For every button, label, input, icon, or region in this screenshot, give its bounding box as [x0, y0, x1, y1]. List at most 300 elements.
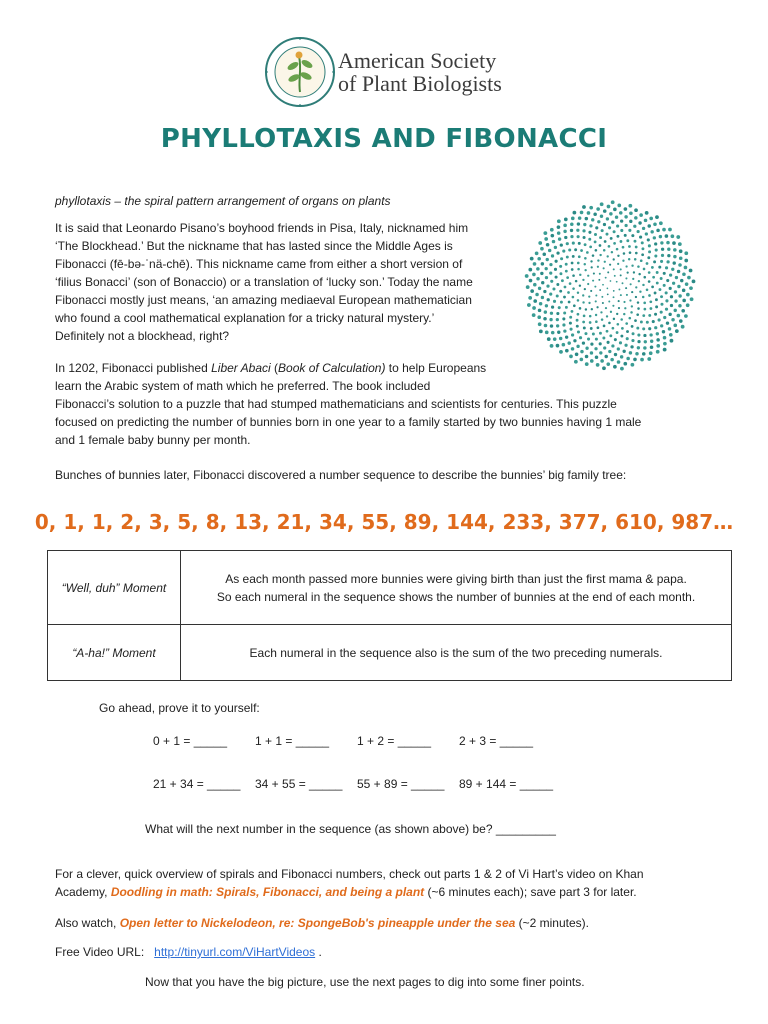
spiral-dot — [559, 337, 562, 340]
spiral-dot — [566, 242, 569, 245]
spiral-dot — [559, 290, 562, 293]
spiral-dot — [623, 301, 625, 303]
spiral-dot — [616, 235, 619, 238]
spiral-dot — [653, 260, 656, 263]
spiral-dot — [577, 291, 579, 293]
spiral-dot — [613, 268, 615, 270]
spiral-dot — [559, 272, 562, 275]
spiral-dot — [549, 263, 552, 266]
spiral-dot — [583, 223, 586, 226]
spiral-dot — [670, 295, 673, 298]
spiral-dot — [629, 351, 632, 354]
spiral-dot — [640, 321, 643, 324]
spiral-dot — [584, 269, 586, 271]
spiral-dot — [603, 223, 606, 226]
spiral-dot — [625, 277, 627, 279]
intro-line: Fibonacci (fē-bə-ˈnä-chē). This nickname came from either a short version of — [55, 257, 463, 271]
moments-table — [47, 550, 732, 681]
spiral-dot — [681, 325, 685, 329]
equations-row-2 — [0, 775, 768, 793]
spiral-dot — [558, 237, 561, 240]
spiral-dot — [570, 235, 573, 238]
spiral-dot — [661, 254, 664, 257]
spiral-dot — [575, 280, 578, 283]
spiral-dot — [594, 286, 596, 288]
spiral-dot — [677, 285, 680, 288]
spiral-dot — [567, 291, 570, 294]
spiral-dot — [665, 308, 668, 311]
spiral-dot — [642, 327, 645, 330]
spiral-dot — [590, 290, 592, 292]
spiral-dot — [544, 310, 547, 313]
duh-moment-label: “Well, duh” Moment — [48, 551, 181, 625]
video-url-link[interactable]: http://tinyurl.com/ViHartVideos — [154, 945, 316, 959]
spiral-dot — [590, 343, 593, 346]
spiral-dot — [679, 256, 683, 260]
spiral-dot — [547, 337, 551, 341]
spiral-dot — [532, 306, 536, 310]
spiral-dot — [643, 346, 646, 349]
spiral-dot — [556, 312, 559, 315]
spiral-dot — [649, 217, 653, 221]
spiral-dot — [616, 331, 619, 334]
spiral-dot — [554, 246, 557, 249]
also-text: Also watch, — [55, 916, 120, 930]
spiral-dot — [564, 236, 567, 239]
overview-line: For a clever, quick overview of spirals and Fibonacci numbers, check out parts 1 & 2 of Vi Hart’s video on Khan — [55, 867, 644, 881]
spiral-dot — [575, 353, 579, 357]
spiral-dot — [672, 282, 675, 285]
spiral-dot — [616, 313, 618, 315]
spiral-dot — [642, 314, 645, 317]
spiral-dot — [608, 350, 611, 353]
spiral-dot — [660, 303, 663, 306]
spiral-dot — [639, 290, 641, 292]
spiral-dot — [639, 213, 643, 217]
duh-moment-line: As each month passed more bunnies were giving birth than just the first mama & papa. — [225, 571, 687, 586]
spiral-dot — [599, 254, 601, 256]
spiral-dot — [658, 288, 661, 291]
spiral-dot — [578, 255, 581, 258]
spiral-dot — [643, 334, 646, 337]
spiral-dot — [608, 322, 611, 325]
spiral-dot — [673, 324, 677, 328]
spiral-dot — [635, 246, 638, 249]
spiral-dot — [532, 273, 536, 277]
spiral-dot — [547, 298, 550, 301]
spiral-dot — [572, 296, 575, 299]
spiral-dot — [557, 331, 560, 334]
spiral-dot — [668, 313, 671, 316]
spiral-dot — [670, 304, 673, 307]
free-video-end: . — [315, 945, 322, 959]
spiral-dot — [597, 326, 600, 329]
spiral-dot — [556, 344, 560, 348]
spiral-dot — [592, 333, 595, 336]
spiral-dot — [556, 283, 559, 286]
spiral-dot — [624, 215, 627, 218]
spiral-dot — [593, 272, 595, 274]
spiral-dot — [668, 228, 672, 232]
liber-text: to help Europeans — [385, 361, 487, 375]
spiral-dot — [655, 248, 658, 251]
spiral-dot — [551, 306, 554, 309]
spiral-dot — [563, 329, 566, 332]
spiral-dot — [545, 276, 548, 279]
spiral-dot — [663, 348, 667, 352]
liber-text: In 1202, Fibonacci published — [55, 361, 212, 375]
spiral-dot — [602, 284, 604, 286]
spiral-dot — [607, 255, 609, 257]
spiral-dot — [572, 274, 575, 277]
spiral-dot — [536, 277, 540, 281]
spiral-dot — [569, 322, 572, 325]
spiral-dot — [562, 250, 565, 253]
spiral-dot — [563, 230, 566, 233]
spiral-dot — [592, 254, 595, 257]
spiral-dot — [599, 342, 602, 345]
spiral-dot — [556, 252, 559, 255]
spiral-dot — [638, 280, 640, 282]
spiral-dot — [557, 219, 561, 223]
intro-line: ‘filius Bonacci’ (son of Bonaccio) or a translation of ‘lucky son.’ Today the name — [55, 275, 473, 289]
spiral-dot — [601, 229, 604, 232]
spiral-dot — [597, 220, 600, 223]
spiral-dot — [582, 294, 584, 296]
spiral-dot — [643, 276, 646, 279]
spiral-dot — [681, 309, 685, 313]
spiral-dot — [528, 268, 532, 272]
spiral-dot — [602, 337, 605, 340]
spiral-dot — [599, 244, 602, 247]
spiral-dot — [678, 294, 681, 297]
spiral-dot — [593, 213, 597, 217]
spiral-dot — [589, 321, 592, 324]
spiral-dot — [638, 221, 641, 224]
spiral-dot — [658, 266, 661, 269]
org-name-line1: American Society — [338, 48, 497, 73]
spiral-dot — [613, 318, 615, 320]
spiral-dot — [559, 265, 562, 268]
spiral-dot — [565, 306, 568, 309]
spiral-dot — [577, 268, 580, 271]
spiral-dot — [569, 355, 573, 359]
spiral-dot — [632, 278, 634, 280]
spiral-dot — [605, 307, 607, 309]
spiral-dot — [589, 315, 592, 318]
spiral-dot — [583, 236, 586, 239]
spiral-dot — [625, 322, 628, 325]
spiral-dot — [636, 313, 639, 316]
spiral-dot — [533, 299, 537, 303]
spiral-dot — [610, 237, 613, 240]
spiral-dot — [585, 308, 587, 310]
spiral-dot — [563, 296, 566, 299]
spiral-dot — [571, 217, 575, 221]
spiral-dot — [649, 351, 653, 355]
spiral-dot — [578, 216, 582, 220]
spiral-dot — [538, 309, 542, 313]
spiral-dot — [595, 226, 598, 229]
spiral-dot — [652, 276, 655, 279]
spiral-dot — [663, 316, 666, 319]
spiral-dot — [670, 339, 674, 343]
asp-seal-logo — [264, 36, 336, 108]
spiral-dot — [669, 287, 672, 290]
spiral-dot — [637, 230, 640, 233]
spiral-dot — [582, 205, 586, 209]
spiral-dot — [589, 206, 593, 210]
spiral-dot — [586, 251, 589, 254]
equation-blank: 21 + 34 = _____ — [153, 777, 241, 791]
next-number-question: What will the next number in the sequence (as shown above) be? _________ — [145, 822, 556, 836]
spiral-dot — [607, 288, 609, 290]
spiral-dot — [550, 228, 554, 232]
spiral-dot — [624, 207, 628, 211]
spiral-dot — [628, 245, 631, 248]
spiral-dot — [665, 234, 669, 238]
spiral-dot — [602, 302, 604, 304]
spiral-dot — [584, 332, 587, 335]
spiral-dot — [544, 237, 548, 241]
fibonacci-sequence: 0, 1, 1, 2, 3, 5, 8, 13, 21, 34, 55, 89, 144, 233, 377, 610, 987… — [34, 510, 734, 534]
spiral-dot — [599, 273, 601, 275]
spiral-dot — [682, 299, 686, 303]
free-video-url-line — [55, 943, 322, 961]
spiral-dot — [543, 317, 547, 321]
spiral-dot — [668, 327, 672, 331]
spiral-dot — [684, 259, 688, 263]
spiral-dot — [686, 303, 690, 307]
spiral-dot — [582, 279, 584, 281]
liber-line — [55, 359, 715, 377]
spiral-dot — [660, 311, 663, 314]
spiral-dot — [584, 257, 587, 260]
spiral-dot — [527, 303, 531, 307]
spiral-dot — [528, 296, 532, 300]
spiral-dot — [653, 222, 657, 226]
liber-abaci-paragraph — [55, 359, 715, 449]
spiral-dot — [568, 248, 571, 251]
spiral-dot — [678, 304, 682, 308]
spiral-dot — [595, 314, 597, 316]
spiral-dot — [576, 325, 579, 328]
spiral-dot — [690, 297, 694, 301]
spiral-dot — [671, 318, 674, 321]
spiral-dot — [588, 238, 591, 241]
spiral-dot — [584, 243, 587, 246]
spiral-dot — [611, 251, 613, 253]
spiral-dot — [538, 241, 542, 245]
spiral-dot — [639, 236, 642, 239]
liber-line: focused on predicting the number of bunnies born in one year to a family started by two bunnies having 1 male — [55, 415, 642, 429]
duh-moment-text — [181, 551, 732, 625]
spiral-dot — [595, 294, 597, 296]
spiral-dot — [590, 351, 593, 354]
spiral-dot — [598, 279, 600, 281]
spiral-dot — [637, 307, 640, 310]
spiral-dot — [608, 245, 611, 248]
spiral-dot — [685, 282, 689, 286]
spiral-dot — [540, 272, 543, 275]
spiral-dot — [605, 277, 607, 279]
spiral-dot — [663, 272, 666, 275]
spiral-dot — [649, 333, 652, 336]
spiral-dot — [644, 219, 648, 223]
spiral-dot — [552, 240, 555, 243]
spiral-dot — [616, 281, 618, 283]
phyllotaxis-spiral-image — [524, 200, 696, 372]
spiral-dot — [551, 254, 554, 257]
spiral-dot — [590, 260, 592, 262]
spiral-dot — [656, 350, 660, 354]
spiral-dot — [624, 224, 627, 227]
spiral-dot — [579, 336, 582, 339]
spiral-dot — [666, 241, 670, 245]
spiral-dot — [576, 319, 579, 322]
spiral-dot — [630, 311, 633, 314]
intro-line: Definitely not a blockhead, right? — [55, 329, 230, 343]
spiral-dot — [660, 295, 663, 298]
spiral-dot — [554, 268, 557, 271]
spiral-dot — [549, 272, 552, 275]
spiral-dot — [585, 217, 588, 220]
doodling-video-title: Doodling in math: Spirals, Fibonacci, and being a plant — [110, 885, 425, 899]
spiral-dot — [623, 350, 626, 353]
spiral-dot — [648, 271, 651, 274]
spiral-dot — [539, 302, 542, 305]
spiral-dot — [677, 270, 680, 273]
spiral-dot — [608, 300, 610, 302]
spiral-dot — [609, 264, 611, 266]
spiral-dot — [678, 242, 682, 246]
spiral-dot — [656, 271, 659, 274]
spiral-dot — [623, 313, 625, 315]
spiral-dot — [642, 284, 644, 286]
equation-blank: 2 + 3 = _____ — [459, 734, 534, 748]
spiral-dot — [556, 294, 559, 297]
spiral-dot — [629, 299, 631, 301]
spiral-dot — [582, 321, 585, 324]
spiral-dot — [606, 233, 609, 236]
spiral-dot — [582, 229, 585, 232]
spiral-dot — [640, 259, 643, 262]
spiral-dot — [600, 215, 603, 218]
liber-line: learn the Arabic system of math which he preferred. The book included — [55, 379, 431, 393]
spiral-dot — [595, 249, 598, 252]
spiral-dot — [550, 344, 554, 348]
spiral-dot — [626, 239, 629, 242]
spiral-dot — [570, 229, 573, 232]
spiral-dot — [661, 248, 664, 251]
spiral-dot — [637, 301, 639, 303]
spiral-dot — [636, 327, 639, 330]
spiral-dot — [656, 338, 660, 342]
spiral-dot — [577, 235, 580, 238]
spiral-dot — [565, 335, 568, 338]
spiral-dot — [545, 304, 548, 307]
spiral-dot — [637, 340, 640, 343]
spiral-dot — [550, 280, 553, 283]
spiral-dot — [617, 255, 619, 257]
big-picture-paragraph: Now that you have the big picture, use the next pages to dig into some finer points. — [145, 975, 585, 989]
also-text: (~2 minutes). — [515, 916, 589, 930]
spiral-dot — [652, 320, 655, 323]
spiral-dot — [648, 250, 651, 253]
spiral-dot — [599, 332, 602, 335]
spiral-dot — [618, 307, 620, 309]
spiral-dot — [631, 339, 634, 342]
spiral-dot — [628, 258, 630, 260]
spiral-dot — [601, 296, 603, 298]
table-row — [48, 551, 732, 625]
intro-line: ‘The Blockhead.’ But the nickname that has lasted since the Middle Ages is — [55, 239, 453, 253]
spiral-dot — [555, 260, 558, 263]
spiral-dot — [577, 313, 580, 316]
header — [264, 36, 502, 108]
equation-blank: 34 + 55 = _____ — [255, 777, 343, 791]
spiral-dot — [675, 329, 679, 333]
spiral-dot — [588, 231, 591, 234]
spiral-dot — [666, 279, 669, 282]
spiral-dot — [539, 330, 543, 334]
spiral-dot — [642, 296, 645, 299]
spiral-dot — [635, 296, 637, 298]
overview-paragraph — [55, 865, 715, 901]
spiral-dot — [643, 302, 646, 305]
spiral-dot — [526, 285, 530, 289]
spiral-dot — [634, 319, 637, 322]
spiral-dot — [600, 311, 602, 313]
spiral-dot — [607, 205, 611, 209]
spiral-dot — [612, 327, 615, 330]
spiral-dot — [667, 254, 670, 257]
spiral-dot — [634, 216, 638, 220]
spiral-dot — [535, 293, 539, 297]
spiral-dot — [656, 344, 660, 348]
spiral-dot — [594, 240, 597, 243]
spiral-dot — [613, 208, 617, 212]
spiral-dot — [579, 307, 582, 310]
spiral-dot — [580, 350, 583, 353]
spiral-dot — [562, 343, 566, 347]
spiral-dot — [538, 322, 542, 326]
spiral-dot — [662, 228, 666, 232]
equation-blank: 1 + 2 = _____ — [357, 734, 432, 748]
spiral-dot — [595, 338, 598, 341]
spiral-dot — [549, 293, 552, 296]
liber-text: ( — [270, 361, 279, 375]
spiral-dot — [583, 315, 586, 318]
spiral-dot — [619, 211, 623, 215]
equations-row-1 — [0, 732, 768, 750]
spiral-dot — [654, 242, 657, 245]
spiral-dot — [579, 274, 581, 276]
spiral-dot — [665, 266, 668, 269]
spiral-dot — [630, 283, 632, 285]
spiral-dot — [562, 317, 565, 320]
spiral-dot — [679, 319, 683, 323]
spiral-dot — [649, 307, 652, 310]
spiral-dot — [631, 305, 633, 307]
aha-moment-text: Each numeral in the sequence also is the sum of the two preceding numerals. — [181, 625, 732, 681]
spiral-dot — [665, 299, 668, 302]
liber-line: Fibonacci’s solution to a puzzle that had stumped mathematicians and scientists for centuries. This puzzle — [55, 397, 617, 411]
spiral-dot — [642, 227, 645, 230]
spiral-dot — [543, 290, 546, 293]
spiral-dot — [580, 249, 583, 252]
spiral-dot — [613, 258, 615, 260]
